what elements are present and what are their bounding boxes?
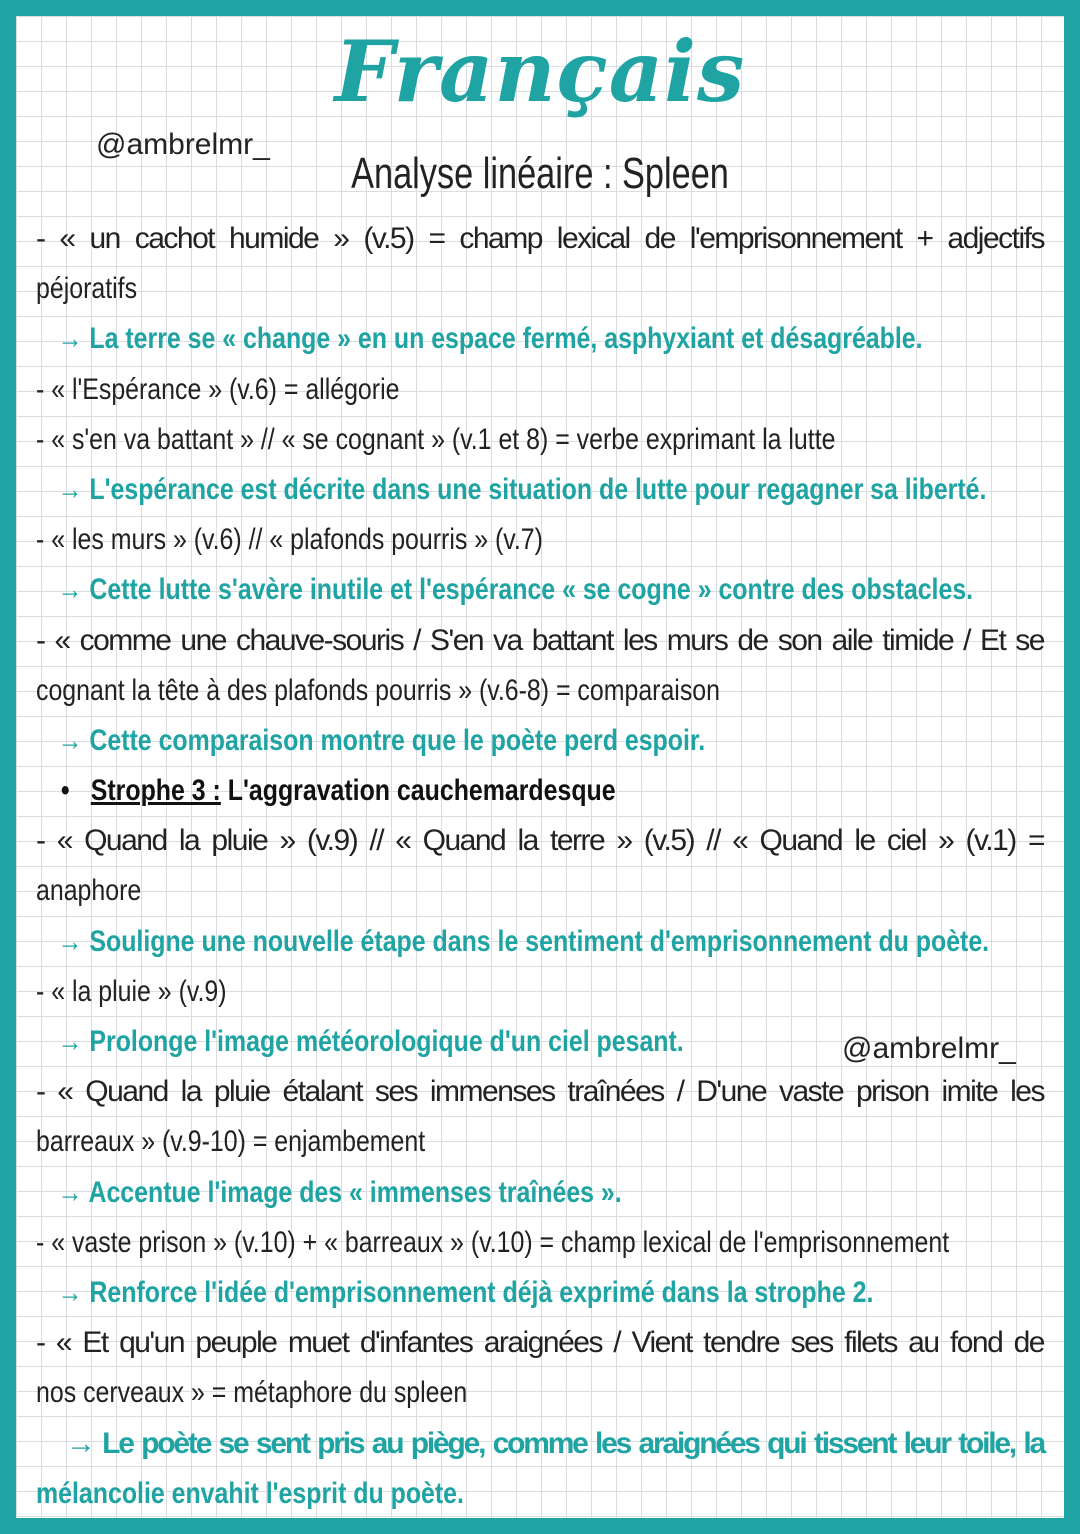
note-body [36, 214, 1044, 1518]
section-heading [36, 766, 873, 816]
note-line: - « l'Espérance » (v.6) = allégorie [36, 372, 400, 406]
watermark-handle: @ambrelmr_ [842, 1032, 1016, 1065]
note-conclusion: → L'espérance est décrite dans une situation de lutte pour regagner sa liberté. [57, 472, 987, 506]
note-conclusion: → Renforce l'idée d'emprisonnement déjà exprimé dans la strophe 2. [57, 1275, 874, 1309]
page-title: Français [334, 22, 746, 121]
section-label: Strophe 3 : [90, 774, 221, 808]
note-line: - « les murs » (v.6) // « plafonds pourris » (v.7) [36, 523, 543, 557]
note-sheet [16, 16, 1064, 1518]
note-conclusion: → Cette lutte s'avère inutile et l'espérance « se cogne » contre des obstacles. [57, 573, 974, 607]
bullet-icon: • [60, 774, 70, 808]
note-line: - « vaste prison » (v.10) + « barreaux » (v.10) = champ lexical de l'emprisonnement [36, 1225, 950, 1259]
note-conclusion: → Accentue l'image des « immenses traînées ». [57, 1175, 622, 1209]
note-line: - « un cachot humide » (v.5) = champ lexical de l'emprisonnement + adjectifs [36, 222, 1044, 255]
note-line: - « Et qu'un peuple muet d'infantes araignées / Vient tendre ses filets au fond de [36, 1326, 1044, 1360]
note-line: anaphore [36, 874, 142, 908]
note-line: péjoratifs [36, 272, 138, 306]
note-line: barreaux » (v.9-10) = enjambement [36, 1125, 426, 1159]
note-line: - « Quand la pluie » (v.9) // « Quand la terre » (v.5) // « Quand le ciel » (v.1) = [36, 824, 1044, 858]
note-line: - « comme une chauve-souris / S'en va battant les murs de son aile timide / Et se [36, 623, 1044, 657]
note-line: - « Quand la pluie étalant ses immenses traînées / D'une vaste prison imite les [36, 1075, 1044, 1109]
note-conclusion: → La terre se « change » en un espace fermé, asphyxiant et désagréable. [57, 322, 923, 356]
note-line: cognant la tête à des plafonds pourris » (v.6-8) = comparaison [36, 673, 720, 707]
note-line: nos cerveaux » = métaphore du spleen [36, 1376, 468, 1410]
note-conclusion: mélancolie envahit l'esprit du poète. [36, 1476, 464, 1510]
note-line: - « s'en va battant » // « se cognant » (v.1 et 8) = verbe exprimant la lutte [36, 422, 836, 456]
section-title: L'aggravation cauchemardesque [227, 774, 616, 808]
note-conclusion: → Le poète se sent pris au piège, comme les araignées qui tissent leur toile, la [66, 1426, 1044, 1460]
note-line: - « la pluie » (v.9) [36, 974, 227, 1008]
note-conclusion: → Souligne une nouvelle étape dans le sentiment d'emprisonnement du poète. [57, 924, 990, 958]
note-conclusion: → Cette comparaison montre que le poète perd espoir. [57, 723, 706, 757]
author-handle: @ambrelmr_ [96, 128, 270, 161]
page-subtitle: Analyse linéaire : Spleen [351, 149, 729, 198]
note-conclusion: → Prolonge l'image météorologique d'un ciel pesant. [57, 1025, 684, 1058]
